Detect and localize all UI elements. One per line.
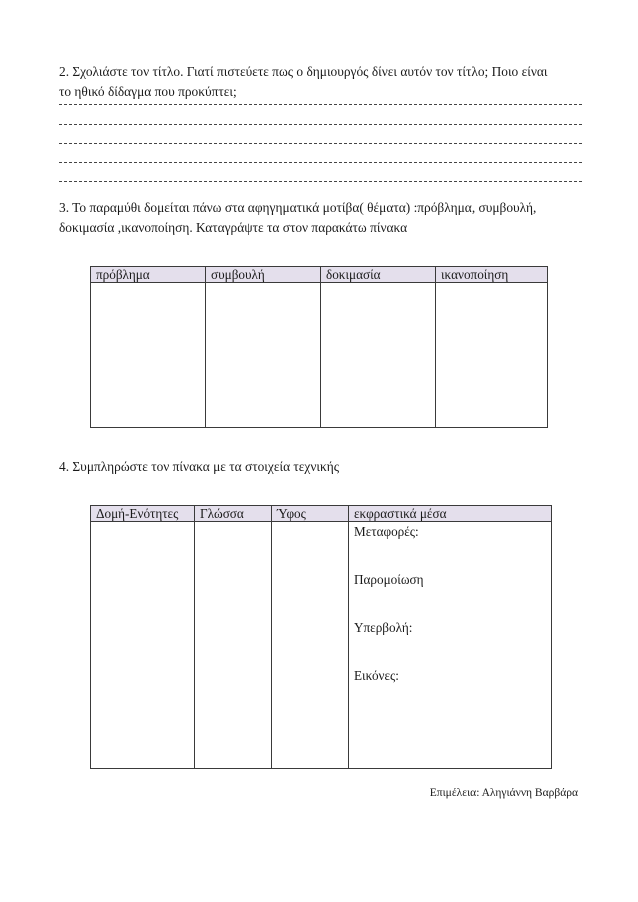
question-3-line-2: δοκιμασία ,ικανοποίηση. Καταγράψτε τα στον παρακάτω πίνακα bbox=[59, 220, 408, 235]
answer-line-1 bbox=[59, 104, 582, 106]
answer-line-5 bbox=[59, 181, 582, 183]
header-satisfaction: ικανοποίηση bbox=[436, 267, 548, 283]
cell-satisfaction[interactable] bbox=[436, 283, 548, 428]
header-language: Γλώσσα bbox=[195, 506, 272, 522]
cell-structure[interactable] bbox=[91, 522, 195, 769]
header-expressive-means: εκφραστικά μέσα bbox=[349, 506, 552, 522]
answer-line-2 bbox=[59, 124, 582, 126]
cell-trial[interactable] bbox=[321, 283, 436, 428]
cell-problem[interactable] bbox=[91, 283, 206, 428]
header-advice: συμβουλή bbox=[206, 267, 321, 283]
answer-line-3 bbox=[59, 143, 582, 145]
device-metaphors: Μεταφορές: bbox=[354, 524, 419, 539]
header-style: Ύφος bbox=[272, 506, 349, 522]
motifs-table bbox=[90, 266, 548, 428]
question-2-line-1: 2. Σχολιάστε τον τίτλο. Γιατί πιστεύετε πως ο δημιουργός δίνει αυτόν τον τίτλο; Ποιο είναι bbox=[59, 64, 548, 79]
cell-language[interactable] bbox=[195, 522, 272, 769]
question-3-line-1: 3. Το παραμύθι δομείται πάνω στα αφηγηματικά μοτίβα( θέματα) :πρόβλημα, συμβουλή, bbox=[59, 200, 537, 215]
credit: Επιμέλεια: Αληγιάννη Βαρβάρα bbox=[429, 787, 578, 799]
question-2-line-2: το ηθικό δίδαγμα που προκύπτει; bbox=[59, 84, 237, 99]
header-problem: πρόβλημα bbox=[91, 267, 206, 283]
cell-style[interactable] bbox=[272, 522, 349, 769]
answer-line-4 bbox=[59, 162, 582, 164]
device-simile: Παρομοίωση bbox=[354, 572, 424, 587]
question-4: 4. Συμπληρώστε τον πίνακα με τα στοιχεία τεχνικής bbox=[59, 459, 340, 474]
header-trial: δοκιμασία bbox=[321, 267, 436, 283]
device-hyperbole: Υπερβολή: bbox=[354, 620, 413, 635]
technique-table bbox=[90, 505, 552, 769]
device-images: Εικόνες: bbox=[354, 668, 399, 683]
question-2 bbox=[59, 62, 584, 102]
cell-advice[interactable] bbox=[206, 283, 321, 428]
cell-expressive-means[interactable] bbox=[349, 522, 552, 769]
question-3 bbox=[59, 198, 584, 238]
header-structure: Δομή-Ενότητες bbox=[91, 506, 195, 522]
